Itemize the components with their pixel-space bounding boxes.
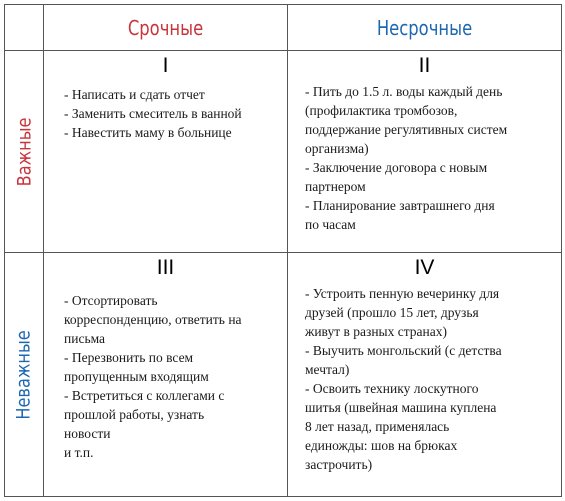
eisenhower-matrix [4, 4, 562, 497]
task-list [288, 82, 561, 234]
task-line: 8 лет назад, применялась [305, 419, 450, 434]
quadrant-2 [288, 51, 562, 253]
column-header-urgent [44, 5, 288, 51]
quadrant-4 [288, 253, 562, 497]
task-line: - Пить до 1.5 л. воды каждый день [305, 84, 503, 99]
task-line: - Перезвонить по всем [64, 350, 194, 365]
task-list [288, 284, 561, 474]
quadrant-number: IV [414, 256, 435, 279]
task-list [44, 85, 287, 142]
task-line: - Выучить монгольский (с детства [305, 343, 502, 358]
task-line: письма [64, 331, 106, 346]
task-line: организма) [305, 141, 369, 156]
task-line: единожды: шов на брюках [305, 438, 458, 453]
column-header-not-urgent [288, 5, 562, 51]
task-line: мечтал) [305, 362, 350, 377]
corner-cell [5, 5, 44, 51]
task-line: живут в разных странах) [305, 324, 447, 339]
task-line: застрочить) [305, 457, 373, 472]
task-line: - Заменить смеситель в ванной [64, 106, 242, 121]
quadrant-number: III [156, 256, 175, 279]
task-line: пропущенным входящим [64, 369, 209, 384]
task-line: - Освоить технику лоскутного [305, 381, 479, 396]
task-line: - Отсортировать [64, 293, 158, 308]
task-line: (профилактика тромбозов, [305, 103, 458, 118]
task-line: партнером [305, 179, 366, 194]
task-line: и т.п. [64, 445, 94, 460]
task-line: - Планирование завтрашнего дня [305, 198, 495, 213]
not-important-label: Неважные [13, 329, 35, 420]
quadrant-3 [44, 253, 288, 497]
quadrant-number: I [162, 54, 169, 77]
row-header-not-important [5, 253, 44, 497]
quadrant-1 [44, 51, 288, 253]
task-list [44, 291, 287, 462]
quadrant-number: II [418, 54, 431, 77]
task-line: - Устроить пенную вечеринку для [305, 286, 500, 301]
task-line: прошлой работы, узнать [64, 407, 205, 422]
not-urgent-label: Несрочные [376, 15, 473, 40]
task-line: новости [64, 426, 111, 441]
task-line: поддержание регулятивных систем [305, 122, 508, 137]
task-line: друзей (прошло 15 лет, друзья [305, 305, 479, 320]
row-header-important [5, 51, 44, 253]
task-line: - Навестить маму в больнице [64, 125, 232, 140]
urgent-label: Срочные [127, 15, 204, 40]
task-line: корреспонденцию, ответить на [64, 312, 242, 327]
task-line: - Написать и сдать отчет [64, 87, 205, 102]
task-line: - Встретиться с коллегами с [64, 388, 225, 403]
task-line: шитья (швейная машина куплена [305, 400, 497, 415]
important-label: Важные [13, 117, 36, 186]
task-line: - Заключение договора с новым [305, 160, 488, 175]
task-line: по часам [305, 217, 356, 232]
